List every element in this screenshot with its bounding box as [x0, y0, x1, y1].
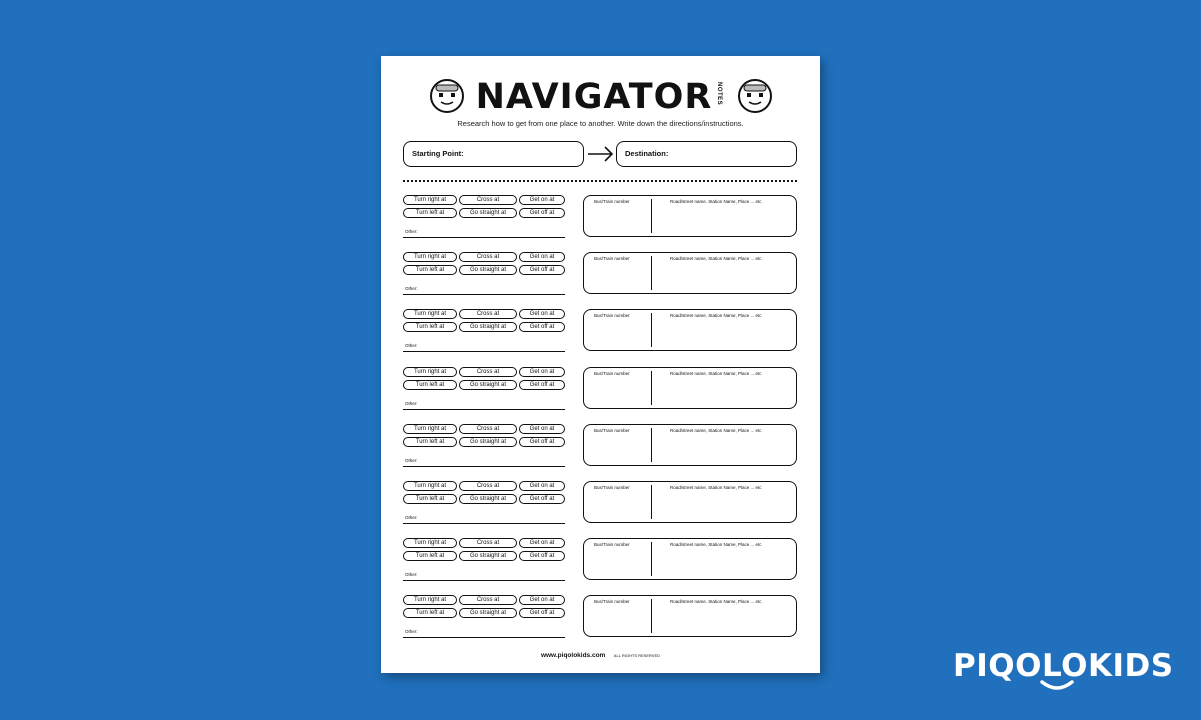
cross-pill[interactable]: Cross at	[459, 367, 517, 377]
turn-right-pill[interactable]: Turn right at	[403, 538, 457, 548]
other-label: Other:	[405, 286, 418, 292]
box-divider	[651, 256, 652, 290]
worksheet-header	[381, 76, 820, 118]
get-off-pill[interactable]: Get off at	[519, 265, 565, 275]
step-row	[381, 538, 820, 590]
other-label: Other:	[405, 400, 418, 406]
other-write-line[interactable]	[403, 237, 565, 238]
step-details-box[interactable]	[583, 481, 797, 523]
transport-number-label: Bus/Train number	[594, 370, 630, 376]
worksheet-footer	[381, 644, 820, 662]
cross-pill[interactable]: Cross at	[459, 252, 517, 262]
turn-left-pill[interactable]: Turn left at	[403, 322, 457, 332]
destination-box[interactable]	[616, 141, 797, 167]
smile-icon	[1040, 680, 1074, 692]
step-details-box[interactable]	[583, 367, 797, 409]
turn-left-pill[interactable]: Turn left at	[403, 551, 457, 561]
other-label: Other:	[405, 515, 418, 520]
get-off-pill[interactable]: Get off at	[519, 494, 565, 504]
notes-label: NOTES	[716, 82, 722, 106]
get-off-pill[interactable]: Get off at	[519, 208, 565, 218]
turn-right-pill[interactable]: Turn right at	[403, 252, 457, 262]
place-name-label: Road/street name, Station Name, Place ... etc	[670, 313, 762, 319]
transport-number-label: Bus/Train number	[594, 485, 630, 490]
turn-left-pill[interactable]: Turn left at	[403, 437, 457, 447]
starting-point-label: Starting Point:	[412, 149, 464, 158]
place-name-label: Road/street name, Station Name, Place ... etc	[670, 370, 762, 376]
go-straight-pill[interactable]: Go straight at	[459, 608, 517, 618]
turn-right-pill[interactable]: Turn right at	[403, 309, 457, 319]
box-divider	[651, 313, 652, 347]
cross-pill[interactable]: Cross at	[459, 481, 517, 491]
get-on-pill[interactable]: Get on at	[519, 309, 565, 319]
step-row	[381, 481, 820, 533]
turn-left-pill[interactable]: Turn left at	[403, 265, 457, 275]
dotted-divider	[403, 180, 797, 182]
footer-site: www.piqolokids.com	[540, 652, 606, 659]
cross-pill[interactable]: Cross at	[459, 309, 517, 319]
go-straight-pill[interactable]: Go straight at	[459, 380, 517, 390]
turn-right-pill[interactable]: Turn right at	[403, 195, 457, 205]
box-divider	[651, 542, 652, 576]
go-straight-pill[interactable]: Go straight at	[459, 322, 517, 332]
get-on-pill[interactable]: Get on at	[519, 195, 565, 205]
turn-left-pill[interactable]: Turn left at	[403, 494, 457, 504]
step-details-box[interactable]	[583, 252, 797, 294]
get-off-pill[interactable]: Get off at	[519, 380, 565, 390]
worksheet-subtitle: Research how to get from one place to another. Write down the directions/instructions.	[457, 119, 744, 128]
turn-left-pill[interactable]: Turn left at	[403, 208, 457, 218]
other-write-line[interactable]	[403, 409, 565, 410]
go-straight-pill[interactable]: Go straight at	[459, 208, 517, 218]
step-row	[381, 309, 820, 361]
mascot-face-icon	[737, 78, 773, 114]
footer-rights: ALL RIGHTS RESERVED	[613, 653, 661, 658]
step-row	[381, 424, 820, 476]
other-label: Other:	[405, 457, 418, 463]
box-divider	[651, 599, 652, 633]
box-divider	[651, 485, 652, 519]
place-name-label: Road/street name, Station Name, Place ... etc	[670, 199, 762, 204]
box-divider	[651, 428, 652, 462]
step-row	[381, 595, 820, 647]
step-details-box[interactable]	[583, 424, 797, 466]
place-name-label: Road/street name, Station Name, Place ... etc	[670, 542, 762, 548]
cross-pill[interactable]: Cross at	[459, 195, 517, 205]
step-row	[381, 367, 820, 419]
other-label: Other:	[405, 343, 418, 349]
get-on-pill[interactable]: Get on at	[519, 481, 565, 491]
go-straight-pill[interactable]: Go straight at	[459, 265, 517, 275]
transport-number-label: Bus/Train number	[594, 599, 630, 605]
brand-logo: PIQOLOKIDS	[953, 648, 1174, 684]
worksheet-title: NAVIGATOR	[475, 77, 713, 117]
other-write-line[interactable]	[403, 580, 565, 581]
step-row	[381, 195, 820, 247]
cross-pill[interactable]: Cross at	[459, 424, 517, 434]
step-row	[381, 252, 820, 304]
turn-left-pill[interactable]: Turn left at	[403, 380, 457, 390]
other-write-line[interactable]	[403, 294, 565, 295]
step-details-box[interactable]	[583, 309, 797, 351]
go-straight-pill[interactable]: Go straight at	[459, 551, 517, 561]
get-off-pill[interactable]: Get off at	[519, 322, 565, 332]
transport-number-label: Bus/Train number	[594, 313, 630, 319]
get-on-pill[interactable]: Get on at	[519, 367, 565, 377]
go-straight-pill[interactable]: Go straight at	[459, 437, 517, 447]
place-name-label: Road/street name, Station Name, Place ... etc	[670, 256, 762, 262]
step-details-box[interactable]	[583, 595, 797, 637]
get-off-pill[interactable]: Get off at	[519, 608, 565, 618]
cross-pill[interactable]: Cross at	[459, 538, 517, 548]
get-on-pill[interactable]: Get on at	[519, 538, 565, 548]
get-off-pill[interactable]: Get off at	[519, 551, 565, 561]
place-name-label: Road/street name, Station Name, Place ... etc	[670, 427, 762, 433]
turn-right-pill[interactable]: Turn right at	[403, 481, 457, 491]
cross-pill[interactable]: Cross at	[459, 595, 517, 605]
other-label: Other:	[405, 229, 418, 234]
destination-label: Destination:	[625, 149, 669, 158]
mascot-face-icon	[429, 78, 465, 114]
get-off-pill[interactable]: Get off at	[519, 437, 565, 447]
step-details-box[interactable]	[583, 538, 797, 580]
other-write-line[interactable]	[403, 523, 565, 524]
turn-left-pill[interactable]: Turn left at	[403, 608, 457, 618]
other-write-line[interactable]	[403, 351, 565, 352]
transport-number-label: Bus/Train number	[594, 427, 630, 433]
get-on-pill[interactable]: Get on at	[519, 252, 565, 262]
place-name-label: Road/street name, Station Name, Place ... etc	[670, 485, 762, 490]
box-divider	[651, 199, 652, 233]
box-divider	[651, 371, 652, 405]
arrow-right-icon	[587, 144, 614, 164]
transport-number-label: Bus/Train number	[594, 542, 630, 548]
place-name-label: Road/street name, Station Name, Place ... etc	[670, 599, 762, 605]
step-details-box[interactable]	[583, 195, 797, 237]
other-write-line[interactable]	[403, 466, 565, 467]
other-label: Other:	[405, 572, 418, 578]
other-label: Other:	[405, 629, 418, 635]
worksheet	[381, 56, 820, 673]
go-straight-pill[interactable]: Go straight at	[459, 494, 517, 504]
transport-number-label: Bus/Train number	[594, 256, 630, 262]
turn-right-pill[interactable]: Turn right at	[403, 424, 457, 434]
get-on-pill[interactable]: Get on at	[519, 595, 565, 605]
other-write-line[interactable]	[403, 637, 565, 638]
turn-right-pill[interactable]: Turn right at	[403, 595, 457, 605]
get-on-pill[interactable]: Get on at	[519, 424, 565, 434]
transport-number-label: Bus/Train number	[594, 199, 630, 204]
turn-right-pill[interactable]: Turn right at	[403, 367, 457, 377]
starting-point-box[interactable]	[403, 141, 584, 167]
